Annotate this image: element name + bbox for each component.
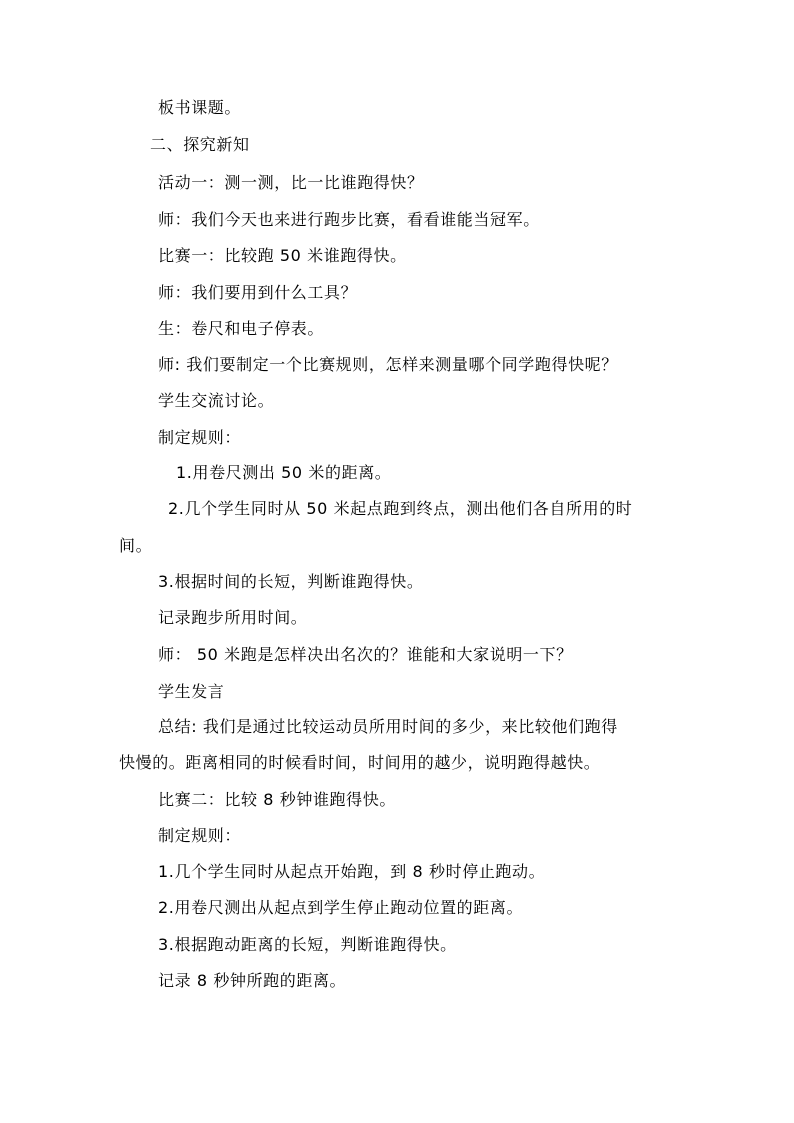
text-line: 活动一：测一测，比一比谁跑得快？ xyxy=(158,173,424,192)
text-line: 学生交流讨论。 xyxy=(158,391,275,410)
text-line: 总结: 我们是通过比较运动员所用时间的多少，来比较他们跑得 xyxy=(158,717,618,736)
text-line: 学生发言 xyxy=(158,682,225,701)
text-line: 间。 xyxy=(119,536,153,555)
text-line: 生：卷尺和电子停表。 xyxy=(158,319,325,338)
text-line: 比赛一：比较跑 50 米谁跑得快。 xyxy=(158,246,407,265)
text-line: 快慢的。距离相同的时候看时间，时间用的越少，说明跑得越快。 xyxy=(119,753,601,772)
list-item: 3.根据时间的长短，判断谁跑得快。 xyxy=(158,572,424,591)
text-line: 师：我们要用到什么工具？ xyxy=(158,283,358,302)
list-item: 2.几个学生同时从 50 米起点跑到终点，测出他们各自所用的时 xyxy=(168,499,633,518)
text-line: 制定规则： xyxy=(158,826,242,845)
list-item: 2.用卷尺测出从起点到学生停止跑动位置的距离。 xyxy=(158,898,524,917)
list-item: 1.用卷尺测出 50 米的距离。 xyxy=(176,463,392,482)
text-line: 记录跑步所用时间。 xyxy=(158,608,308,627)
list-item: 3.根据跑动距离的长短，判断谁跑得快。 xyxy=(158,935,457,954)
list-item: 1.几个学生同时从起点开始跑，到 8 秒时停止跑动。 xyxy=(158,862,546,881)
text-line: 记录 8 秒钟所跑的距离。 xyxy=(158,971,347,990)
text-line: 比赛二：比较 8 秒钟谁跑得快。 xyxy=(158,790,396,809)
text-line: 师: 我们要制定一个比赛规则，怎样来测量哪个同学跑得快呢？ xyxy=(158,355,618,374)
text-line: 师： 50 米跑是怎样决出名次的？谁能和大家说明一下？ xyxy=(158,645,573,664)
section-heading: 二、探究新知 xyxy=(150,135,250,154)
text-line: 板书课题。 xyxy=(158,98,242,117)
text-line: 制定规则： xyxy=(158,428,242,447)
text-line: 师：我们今天也来进行跑步比赛，看看谁能当冠军。 xyxy=(158,210,540,229)
